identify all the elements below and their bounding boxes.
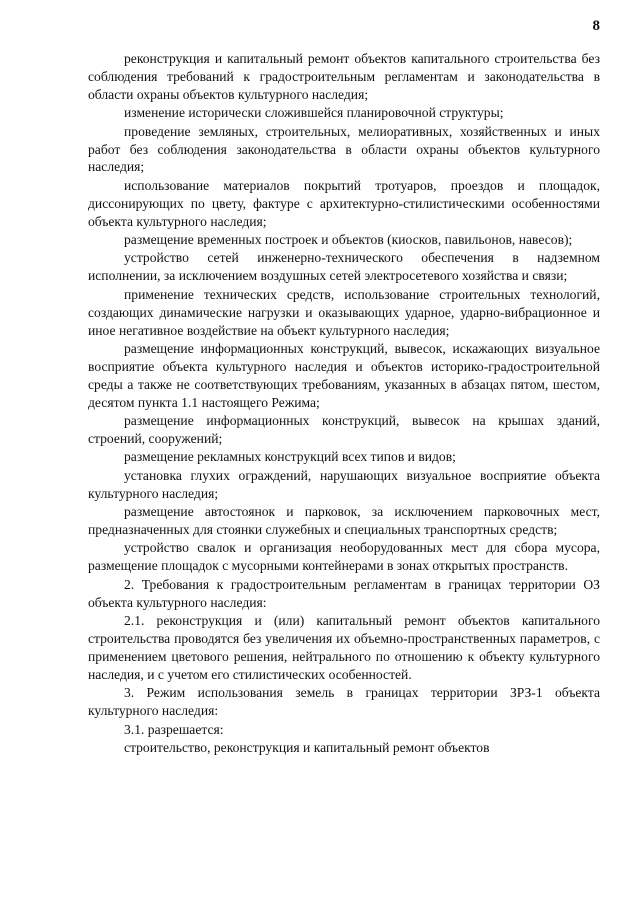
- paragraph: применение технических средств, использование строительных технологий, создающих динамические нагрузки и оказывающих ударное, ударно-вибрационное и иное негативное воздействие на объект культурного наследия;: [88, 286, 600, 338]
- section-heading: 2. Требования к градостроительным регламентам в границах территории ОЗ объекта культурного наследия:: [88, 576, 600, 610]
- paragraph: устройство сетей инженерно-технического обеспечения в надземном исполнении, за исключением воздушных сетей электросетевого хозяйства и связи;: [88, 250, 600, 284]
- paragraph: строительство, реконструкция и капитальный ремонт объектов: [124, 739, 490, 755]
- paragraph: размещение информационных конструкций, вывесок, искажающих визуальное восприятие объекта культурного наследия и объектов историко-градостроительной среды а также не соответствующих требованиям, указанных в абзацах пятом, шестом, десятом пункта 1.1 настоящего Режима;: [88, 341, 600, 410]
- subsection-heading: 3.1. разрешается:: [124, 721, 224, 737]
- paragraph: устройство свалок и организация необорудованных мест для сбора мусора, размещение площадок с мусорными контейнерами в зонах открытых пространств.: [88, 540, 600, 574]
- paragraph: реконструкция и капитальный ремонт объектов капитального строительства без соблюдения требований к градостроительным регламентам и законодательства в области охраны объектов культурного наследия;: [88, 51, 600, 102]
- paragraph: 2.1. реконструкция и (или) капитальный ремонт объектов капитального строительства проводятся без увеличения их объемно-пространственных параметров, с применением цветового решения, нейтрального по отношению к объекту культурного наследия, и с учетом его стилистических особенностей.: [88, 613, 600, 682]
- paragraph: установка глухих ограждений, нарушающих визуальное восприятие объекта культурного наследия;: [88, 467, 600, 501]
- paragraph: изменение исторически сложившейся планировочной структуры;: [124, 105, 504, 121]
- paragraph: размещение информационных конструкций, вывесок на крышах зданий, строений, сооружений;: [88, 413, 600, 447]
- page-number: 8: [592, 18, 600, 34]
- paragraph: использование материалов покрытий тротуаров, проездов и площадок, диссонирующих по цвету, фактуре с архитектурно-стилистическими особенностями объекта культурного наследия;: [88, 177, 600, 229]
- paragraph: проведение земляных, строительных, мелиоративных, хозяйственных и иных работ без соблюдения законодательства в области охраны объектов культурного наследия;: [88, 123, 600, 175]
- paragraph: размещение автостоянок и парковок, за исключением парковочных мест, предназначенных для стоянки служебных и специальных транспортных средств;: [88, 504, 600, 538]
- document-body: [88, 50, 600, 757]
- paragraph: размещение рекламных конструкций всех типов и видов;: [124, 449, 456, 465]
- paragraph: размещение временных построек и объектов (киосков, павильонов, навесов);: [124, 232, 573, 248]
- section-heading: 3. Режим использования земель в границах территории ЗРЗ-1 объекта культурного наследия:: [88, 685, 600, 719]
